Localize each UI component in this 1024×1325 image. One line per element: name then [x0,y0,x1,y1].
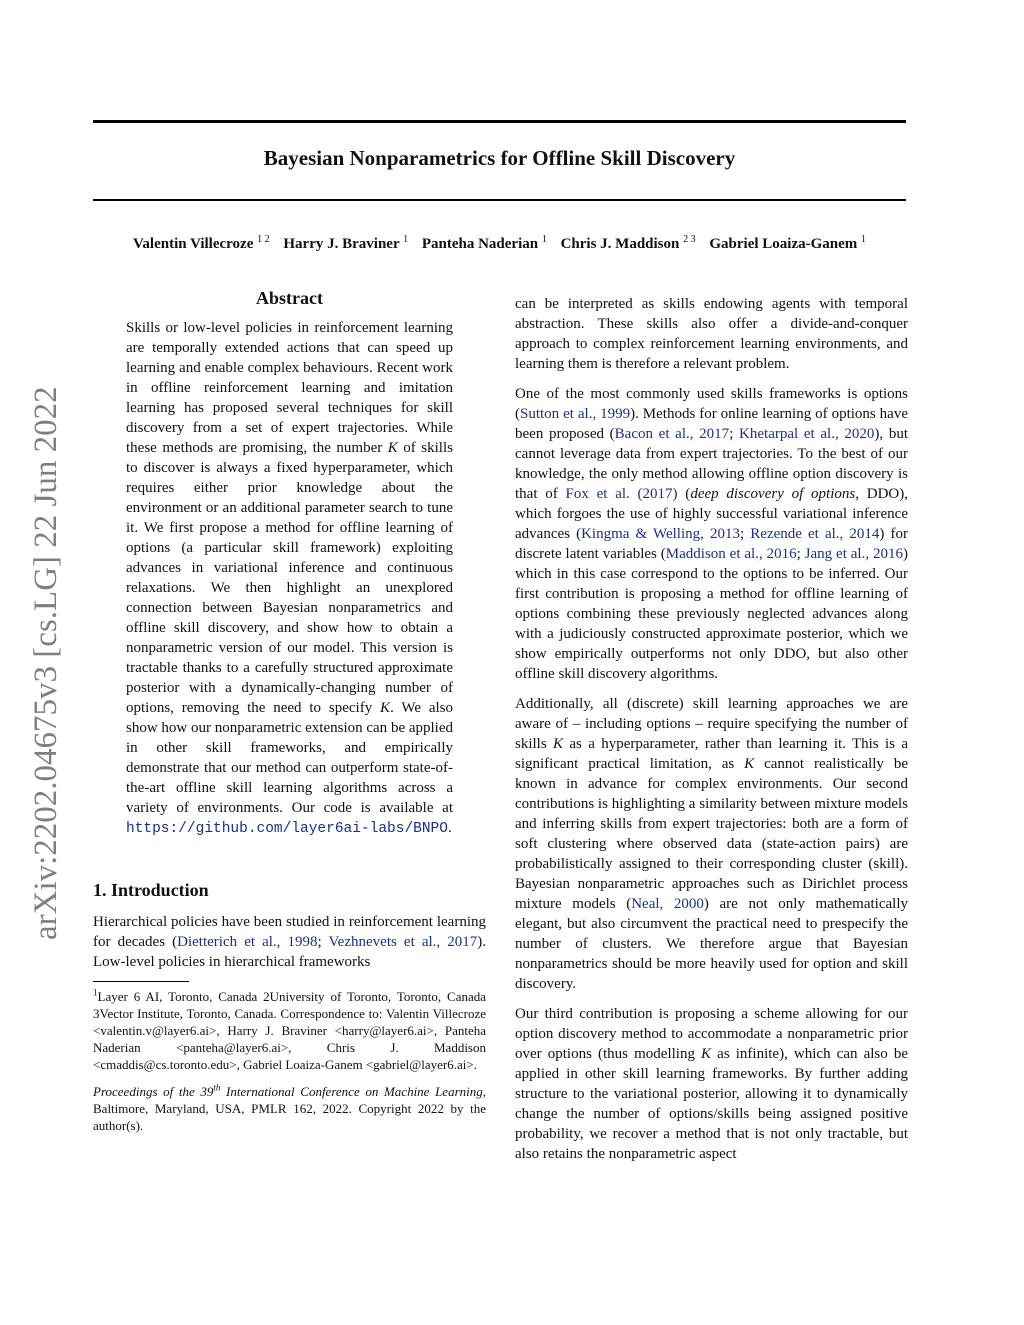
arxiv-stamp: arXiv:2202.04675v3 [cs.LG] 22 Jun 2022 [28,386,64,940]
code-link[interactable]: https://github.com/layer6ai-labs/BNPO [126,821,448,837]
citation-link[interactable]: Neal, 2000 [631,896,704,912]
author: Valentin Villecroze $^{1 2}$ [132,234,270,252]
author: Panteha Naderian $^1$ [421,234,547,252]
author: Harry J. Braviner $^1$ [283,234,409,252]
body-paragraph: One of the most commonly used skills frameworks is options (Sutton et al., 1999). Methods for online learning of options have been proposed (Bacon et al., 2017; Khetarpal et al., 2020), but cannot leverage data from expert trajectories. To the best of our knowledge, the only method allowing offline option discovery is that of Fox et al. (2017) (deep discovery of options, DDO), which forgoes the use of highly successful variational inference advances (Kingma & Welling, 2013; Rezende et al., 2014) for discrete latent variables (Maddison et al., 2016; Jang et al., 2016) which in this case correspond to the options to be inferred. Our first contribution is proposing a method for offline learning of options combining these previously neglected advances along with a judiciously constructed approximate posterior, which we show empirically outperforms not only DDO, but also other offline skill discovery algorithms. [515,386,909,682]
citation-link[interactable]: Jang et al., 2016 [804,546,903,562]
citation-link[interactable]: Kingma & Welling, 2013 [581,526,740,542]
title-rule-bottom [93,199,906,201]
right-column [515,294,908,1174]
body-paragraph: can be interpreted as skills endowing agents with temporal abstraction. These skills also offer a divide-and-conquer approach to complex reinforcement learning environments, and learning them is therefore a relevant problem. [515,296,908,372]
citation-link[interactable]: Dietterich et al., 1998 [177,934,318,950]
citation-link[interactable]: Maddison et al., 2016 [665,546,797,562]
citation-link[interactable]: Khetarpal et al., 2020 [739,426,875,442]
citation-link[interactable]: Bacon et al., 2017 [614,426,730,442]
section-heading-introduction: 1. Introduction [93,880,209,900]
intro-paragraph: Hierarchical policies have been studied in reinforcement learning for decades (Dietterich et al., 1998; Vezhnevets et al., 2017). Low-level policies in hierarchical frameworks [93,914,486,970]
proceedings-note: Proceedings of the 39th International Conference on Machine Learning, Baltimore, Maryland, USA, PMLR 162, 2022. Copyright 2022 by the author(s). [93,1082,486,1133]
body-paragraph: Additionally, all (discrete) skill learning approaches we are aware of – including options – require specifying the number of skills K as a hyperparameter, rather than learning it. This is a significant practical limitation, as K cannot realistically be known in advance for complex environments. Our second contributions is highlighting a similarity between mixture models and inferring skills from expert trajectories: both are a form of soft clustering where observed data (state-action pairs) are probabilistically assigned to their corresponding cluster (skill). Bayesian nonparametric approaches such as Dirichlet process mixture models (Neal, 2000) are not only mathematically elegant, but also circumvent the practical need to prespecify the number of clusters. We therefore argue that Bayesian nonparametrics should be more heavily used for option and skill discovery. [515,696,908,992]
citation-link[interactable]: Fox et al. (2017) [565,486,678,502]
citation-link[interactable]: Sutton et al., 1999 [520,406,631,422]
citation-link[interactable]: Vezhnevets et al., 2017 [328,934,478,950]
author: Gabriel Loaiza-Ganem $^1$ [709,234,867,252]
abstract-text: Skills or low-level policies in reinforcement learning are temporally extended actions that can speed up learning and enable complex behaviours. Recent work in offline reinforcement learning and imitation learning has proposed several techniques for skill discovery from a set of expert trajectories. While these methods are promising, the number K of skills to discover is always a fixed hyperparameter, which requires either prior knowledge about the environment or an additional parameter search to tune it. We first propose a method for offline learning of options (a particular skill framework) exploiting advances in variational inference and continuous relaxations. We then highlight an unexplored connection between Bayesian nonparametrics and offline skill discovery, and show how to obtain a nonparametric version of our model. This version is tractable thanks to a carefully structured approximate posterior with a dynamically-changing number of options, removing the need to specify K. We also show how our nonparametric extension can be applied in other skill frameworks, and empirically demonstrate that our method can outperform state-of-the-art offline skill learning algorithms across a variety of environments. Our code is available at https://github.com/layer6ai-labs/BNPO. [126,320,453,837]
body-paragraph: Our third contribution is proposing a scheme allowing for our option discovery method to accommodate a nonparametric prior over options (thus modelling K as infinite), which can also be applied in other skill learning frameworks. By further adding structure to the variational posterior, allowing it to dynamically change the number of options/skills being assigned positive probability, we recover a method that is not only tractable, but also retains the nonparametric aspect [515,1006,909,1162]
footnote-rule [93,981,189,982]
affiliation-footnote: $^1$Layer 6 AI, Toronto, Canada 2University of Toronto, Toronto, Canada 3Vector Institute, Toronto, Canada. Correspondence to: Valentin Villecroze <valentin.v@layer6.ai>, Harry J. Braviner <harry@layer6.ai>, Panteha Naderian <panteha@layer6.ai>, Chris J. Maddison <cmaddis@cs.toronto.edu>, Gabriel Loaiza-Ganem <gabriel@layer6.ai>. [93,987,486,1072]
paper-title: Bayesian Nonparametrics for Offline Skill Discovery [263,146,736,170]
author-list [93,236,906,253]
left-column [93,288,486,1134]
citation-link[interactable]: Rezende et al., 2014 [750,526,880,542]
author: Chris J. Maddison $^{2 3}$ [560,234,696,252]
abstract-heading: Abstract [256,288,323,308]
title-rule-top [93,120,906,123]
